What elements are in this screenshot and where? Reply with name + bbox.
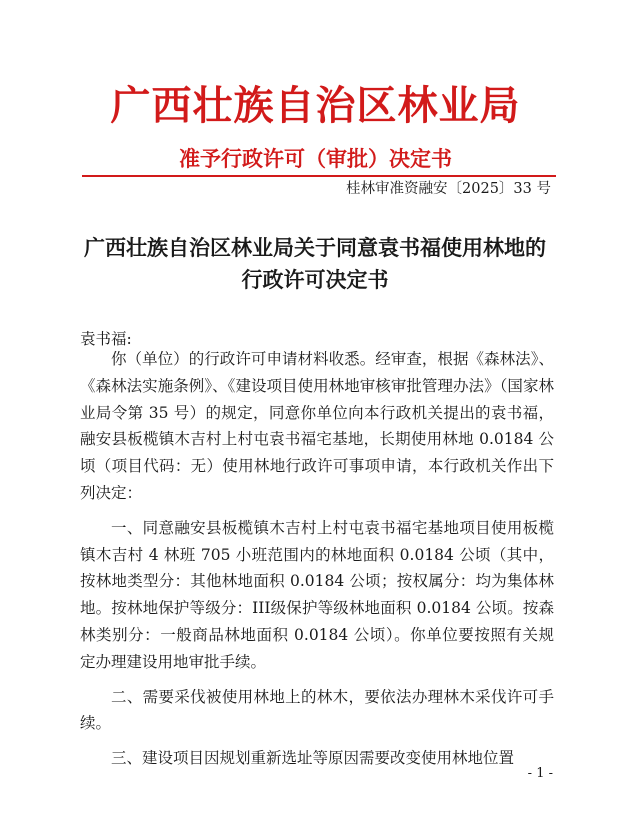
red-divider-line [82,175,556,177]
agency-name: 广西壮族自治区林业局 [110,82,521,129]
document-body [80,346,554,772]
salutation: 袁书福: [80,330,132,348]
body-paragraph: 二、需要采伐被使用林地上的林木，要依法办理林木采伐许可手续。 [80,687,554,733]
document-title: 广西壮族自治区林业局关于同意袁书福使用林地的行政许可决定书 [84,235,546,292]
body-paragraph: 你（单位）的行政许可申请材料收悉。经审查，根据《森林法》、《森林法实施条例》、《建设项目使用林地审核审批管理办法》（国家林业局令第 35 号）的规定，同意你单位向本行政机关提出的袁书福，融安县板榄镇木吉村上村屯袁书福宅基地，长期使用林地 0.0184 公顷（项目代码：无）使用林地行政许可事项申请，本行政机关作出下列决定： [80,350,554,502]
document-number: 桂林审准资融安〔2025〕33 号 [346,181,551,197]
page-number: - 1 - [527,766,553,781]
body-paragraph: 一、同意融安县板榄镇木吉村上村屯袁书福宅基地项目使用板榄镇木吉村 4 林班 705 小班范围内的林地面积 0.0184 公顷（其中，按林地类型分：其他林地面积 0.0184 公顷；按权属分：均为集体林地。按林地保护等级分：III级保护等级林地面积 0.0184 公顷。按森林类别分：一般商品林地面积 0.0184 公顷）。你单位要按照有关规定办理建设用地审批手续。 [80,518,554,671]
decision-type-subtitle: 准予行政许可（审批）决定书 [179,146,452,171]
body-paragraph: 三、建设项目因规划重新选址等原因需要改变使用林地位置 [111,749,515,768]
